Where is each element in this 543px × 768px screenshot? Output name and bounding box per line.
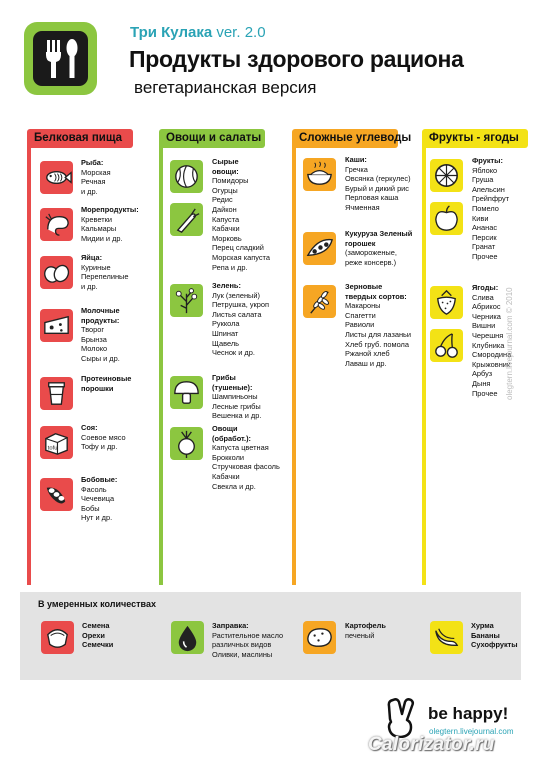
food-item: Морская: [81, 167, 111, 177]
food-item: Креветки: [81, 214, 112, 224]
food-item: Стручковая фасоль: [212, 462, 280, 472]
column-rule-fruit: [422, 140, 426, 585]
moderate-item-title: Семена Орехи Семечки: [82, 621, 114, 650]
food-item: Черника: [472, 311, 501, 321]
food-item: Крыжовник: [472, 359, 511, 369]
food-item: Морковь: [212, 233, 242, 243]
food-item: Равиоли: [345, 320, 375, 330]
food-group-protein: [81, 253, 136, 291]
food-group-title: Рыба:: [81, 158, 104, 167]
food-item: Персик: [472, 232, 497, 242]
food-group-carbs: [345, 282, 415, 368]
column-rule-protein: [27, 140, 31, 585]
food-item: Куриные: [81, 262, 111, 272]
potato-icon: [303, 621, 336, 654]
food-item: Сыры и др.: [81, 353, 120, 363]
food-item: Фасоль: [81, 484, 107, 494]
herbs-icon: [170, 284, 203, 317]
food-item: Прочее: [472, 251, 498, 261]
column-heading-fruit: Фрукты - ягоды: [422, 129, 528, 148]
food-item: Вишни: [472, 321, 496, 331]
eggs-icon: [40, 256, 73, 289]
radish-icon: [170, 427, 203, 460]
brand-title: [130, 24, 266, 41]
nuts-icon: [41, 621, 74, 654]
food-item: Перец сладкий: [212, 243, 264, 253]
oil-drop-icon: [171, 621, 204, 654]
food-group-title: Грибы (тушеные):: [212, 373, 253, 392]
svg-text:tofu: tofu: [47, 445, 58, 452]
moderate-item-line: Оливки, маслины: [212, 649, 273, 659]
food-item: Щавель: [212, 338, 239, 348]
food-item: Помидоры: [212, 176, 249, 186]
food-group-title: Соя:: [81, 423, 98, 432]
food-item: и др.: [81, 186, 98, 196]
food-group-protein: [81, 306, 136, 364]
food-item: Морская капуста: [212, 252, 270, 262]
moderate-item-line: печеный: [345, 630, 375, 640]
food-group-title: Протеиновые порошки: [81, 374, 132, 393]
food-item: Творог: [81, 325, 105, 335]
food-item: Дыня: [472, 378, 491, 388]
food-group-title: Каши:: [345, 155, 367, 164]
food-item: Нут и др.: [81, 513, 113, 523]
victory-hand-icon: [385, 698, 421, 738]
cherries-icon: [430, 329, 463, 362]
food-item: Кабачки: [212, 224, 240, 234]
food-item: Апельсин: [472, 184, 505, 194]
side-credit: olegtern.livejournal.com © 2010: [505, 287, 514, 400]
food-item: Гранат: [472, 242, 496, 252]
column-heading-veg: Овощи и салаты: [159, 129, 265, 148]
food-item: Листы для лазаньи: [345, 329, 412, 339]
food-group-carbs: [345, 155, 415, 213]
food-item: Молоко: [81, 344, 108, 354]
food-item: Шампиньоны: [212, 392, 258, 402]
food-item: Абрикос: [472, 302, 501, 312]
column-heading-protein: Белковая пища: [27, 129, 133, 148]
food-item: Черешня: [472, 330, 504, 340]
food-item: Помело: [472, 203, 499, 213]
author-url[interactable]: olegtern.livejournal.com: [429, 727, 514, 736]
food-item: Руккола: [212, 319, 240, 329]
wheat-icon: [303, 285, 336, 318]
food-item: Соевое мясо: [81, 432, 126, 442]
page-title: Продукты здорового рациона: [129, 46, 464, 72]
food-item: Перловая каша: [345, 193, 399, 203]
food-item: Ананас: [472, 223, 498, 233]
food-item: Свекла и др.: [212, 481, 256, 491]
food-group-title: Морепродукты:: [81, 205, 139, 214]
food-item: Макароны: [345, 301, 381, 311]
food-item: Ячменная: [345, 202, 380, 212]
page-subtitle: вегетарианская версия: [134, 78, 317, 97]
shaker-icon: [40, 377, 73, 410]
food-item: Репа и др.: [212, 262, 248, 272]
beans-icon: [40, 478, 73, 511]
food-item: Клубника: [472, 340, 505, 350]
food-group-title: Зелень:: [212, 281, 241, 290]
food-item: Листья салата: [212, 309, 262, 319]
shrimp-icon: [40, 208, 73, 241]
food-item: Бобы: [81, 503, 100, 513]
moderate-item: [82, 621, 122, 650]
food-item: Гречка: [345, 164, 368, 174]
food-group-veg: [212, 373, 267, 421]
tofu-icon: [40, 426, 73, 459]
food-group-title: Овощи (обработ.):: [212, 424, 252, 443]
food-item: Капуста цветная: [212, 443, 269, 453]
food-item: Речная: [81, 177, 106, 187]
moderate-heading: В умеренных количествах: [38, 599, 156, 609]
food-item: Яблоко: [472, 165, 498, 175]
carrot-icon: [170, 203, 203, 236]
food-group-protein: [81, 205, 139, 243]
column-rule-carbs: [292, 140, 296, 585]
food-group-title: Фрукты:: [472, 156, 503, 165]
food-item: Прочее: [472, 388, 498, 398]
food-item: Лаваш и др.: [345, 358, 387, 368]
food-group-title: Яйца:: [81, 253, 103, 262]
food-item: Чечевица: [81, 494, 115, 504]
food-item: Грейпфрут: [472, 194, 510, 204]
column-heading-carbs: Сложные углеводы: [292, 129, 398, 148]
food-item: и др.: [81, 281, 98, 291]
food-item: Кальмары: [81, 224, 117, 234]
food-item: Огурцы: [212, 185, 238, 195]
food-item: Капуста: [212, 214, 240, 224]
food-item: Хлеб груб. помола: [345, 339, 409, 349]
food-item: Лук (зеленый): [212, 290, 260, 300]
food-group-veg: [212, 281, 269, 358]
food-item: Овсянка (геркулес): [345, 174, 411, 184]
column-rule-veg: [159, 140, 163, 585]
food-item: Петрушка, укроп: [212, 300, 269, 310]
slogan: be happy!: [428, 704, 509, 723]
food-item: Редис: [212, 195, 233, 205]
food-item: Мидии и др.: [81, 233, 123, 243]
moderate-item-title: Картофель: [345, 621, 386, 630]
moderate-item-line: Растительное масло: [212, 630, 284, 640]
version-label: ver. 2.0: [216, 24, 266, 41]
food-item: реже консерв.): [345, 257, 397, 267]
food-item: Арбуз: [472, 369, 493, 379]
cheese-icon: [40, 309, 73, 342]
mushroom-icon: [170, 376, 203, 409]
moderate-item-title: Хурма Бананы Сухофрукты: [471, 621, 518, 650]
moderate-item-title: Заправка:: [212, 621, 249, 630]
food-item: Шпинат: [212, 328, 239, 338]
strawberry-icon: [430, 286, 463, 319]
food-item: (замороженые,: [345, 248, 397, 258]
peas-icon: [303, 232, 336, 265]
apple-icon: [430, 202, 463, 235]
food-item: Чеснок и др.: [212, 348, 255, 358]
moderate-item-line: различных видов: [212, 640, 272, 650]
food-item: Слива: [472, 292, 494, 302]
food-item: Лесные грибы: [212, 401, 261, 411]
food-group-veg: [212, 424, 280, 491]
food-group-protein: [81, 475, 136, 523]
food-group-title: Бобовые:: [81, 475, 118, 484]
food-item: Вешенка и др.: [212, 411, 262, 421]
food-item: Кабачки: [212, 471, 240, 481]
food-group-protein: [81, 423, 136, 452]
food-group-veg: [212, 157, 270, 272]
food-group-protein: [81, 374, 136, 393]
moderate-item: [345, 621, 415, 640]
food-group-fruit: [472, 156, 527, 262]
food-item: Спагетти: [345, 310, 376, 320]
cabbage-icon: [170, 160, 203, 193]
fish-icon: [40, 161, 73, 194]
food-group-title: Ягоды:: [472, 283, 499, 292]
food-item: Ржаной хлеб: [345, 349, 390, 359]
brand-name: Три Кулака: [130, 24, 213, 41]
watermark: Calorizator.ru: [368, 734, 495, 755]
moderate-item: [212, 621, 302, 659]
porridge-icon: [303, 158, 336, 191]
food-item: Смородина: [472, 350, 512, 360]
food-group-carbs: [345, 229, 415, 267]
app-logo: [24, 22, 97, 95]
food-item: Дайкон: [212, 204, 237, 214]
food-item: Тофу и др.: [81, 442, 118, 452]
food-group-title: Молочные продукты:: [81, 306, 120, 325]
moderate-item: [471, 621, 521, 650]
food-group-fruit: [472, 283, 527, 398]
food-item: Брокколи: [212, 452, 245, 462]
food-item: Перепелиные: [81, 272, 129, 282]
food-item: Бурый и дикий рис: [345, 183, 410, 193]
food-group-title: Зерновые твердых сортов:: [345, 282, 407, 301]
food-group-title: Сырые овощи:: [212, 157, 239, 176]
fork-spoon-icon: [33, 31, 88, 86]
citrus-icon: [430, 159, 463, 192]
food-group-title: Кукуруза Зеленый горошек: [345, 229, 413, 248]
food-item: Брынза: [81, 334, 107, 344]
food-group-protein: [81, 158, 136, 196]
food-item: Киви: [472, 213, 489, 223]
banana-icon: [430, 621, 463, 654]
food-item: Груша: [472, 175, 494, 185]
